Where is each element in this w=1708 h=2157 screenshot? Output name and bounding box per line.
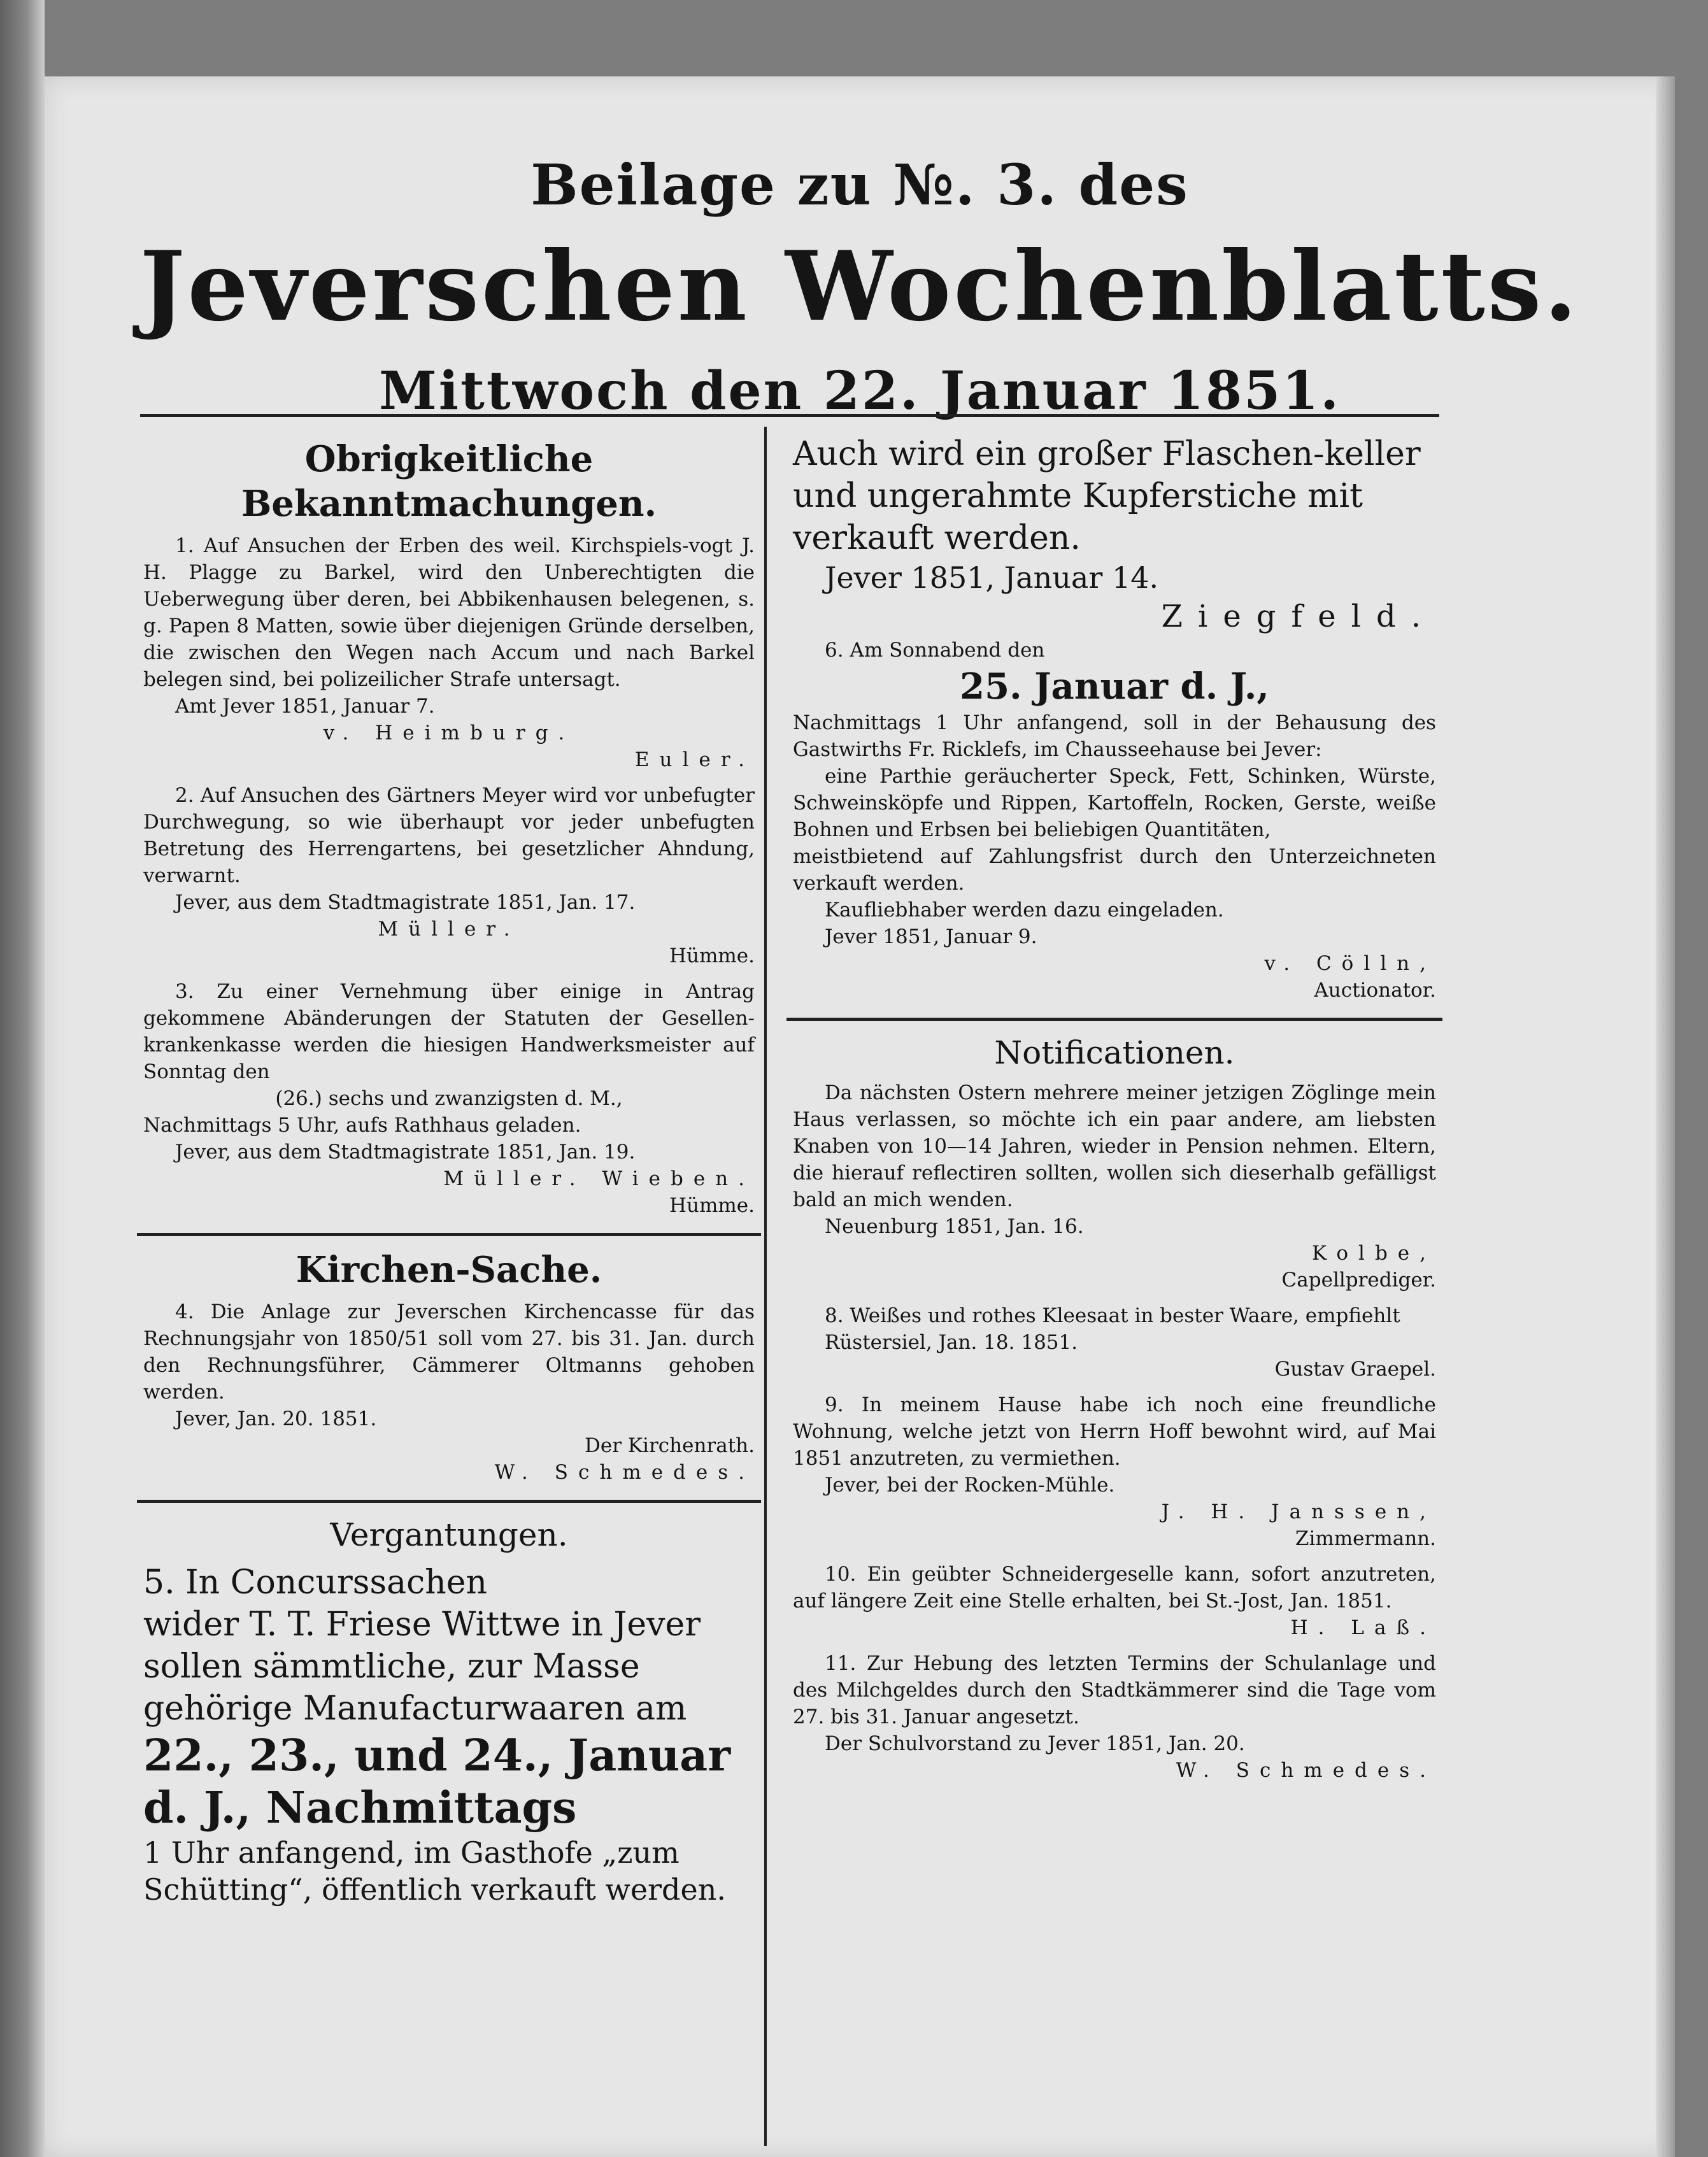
notice-3-signature-2: Hümme. <box>669 1194 755 1217</box>
notice-4-signature-2: W. Schmedes. <box>494 1461 755 1484</box>
notice-7-text: Da nächsten Ostern mehrere meiner jetzigen Zöglinge mein Haus verlassen, so möchte ich ein paar andere, am liebsten Knaben von 10—14 Jahren, wieder in Pension nehmen. Eltern, die hierauf reflectiren sollten, wollen sich dieserhalb gefälligst bald an mich wenden. <box>793 1081 1436 1211</box>
notice-5-dates-2: d. J., Nachmittags <box>143 1783 577 1833</box>
notice-6-text: Nachmittags 1 Uhr anfangend, soll in der Behausung des Gastwirths Fr. Ricklefs, im Chausseehause bei Jever: <box>793 711 1436 761</box>
notice-1-text: 1. Auf Ansuchen der Erben des weil. Kirchspiels-vogt J. H. Plagge zu Barkel, wird den Unberechtigten die Ueberwegung über deren, bei Abbikenhausen belegenen, s. g. Papen 8 Matten, sowie über diejenigen Gründe derselben, die zwischen den Wegen nach Accum und nach Barkel belegen sind, bei polizeilicher Strafe untersagt. <box>143 534 755 691</box>
right-column <box>793 433 1436 1784</box>
section-rule <box>137 1233 761 1236</box>
notice-3-place: Jever, aus dem Stadtmagistrate 1851, Jan. 19. <box>175 1141 636 1164</box>
continued-text: Auch wird ein großer Flaschen-keller und ungerahmte Kupferstiche mit verkauft werden. <box>793 435 1421 557</box>
notice-3-date: (26.) sechs und zwanzigsten d. M., <box>275 1087 623 1110</box>
notice-6-signature-2: Auctionator. <box>1314 979 1436 1002</box>
notice-4-signature: Der Kirchenrath. <box>585 1434 755 1457</box>
notice-4-text: 4. Die Anlage zur Jeverschen Kirchencasse für das Rechnungsjahr von 1850/51 soll vom 27. bis 31. Jan. durch den Rechnungsführer, Cämmerer Oltmanns gehoben werden. <box>143 1300 755 1404</box>
notice-3-signature: Müller. Wieben. <box>443 1167 755 1190</box>
notice-2-signature: Müller. <box>378 918 520 941</box>
continued-signature: Ziegfeld. <box>1161 599 1436 634</box>
section-title-notifications: Notificationen. <box>994 1034 1235 1071</box>
notice-6-intro: 6. Am Sonnabend den <box>825 639 1045 662</box>
notice-1-place: Amt Jever 1851, Januar 7. <box>175 695 435 718</box>
notice-6-date: 25. Januar d. J., <box>960 666 1269 708</box>
section-rule <box>137 1500 761 1503</box>
notice-7-place: Neuenburg 1851, Jan. 16. <box>825 1215 1084 1238</box>
notice-7-signature-2: Capellprediger. <box>1281 1269 1436 1292</box>
notice-2-place: Jever, aus dem Stadtmagistrate 1851, Jan. 17. <box>175 891 636 914</box>
notice-6-text-2: meistbietend auf Zahlungsfrist durch den Unterzeichneten verkauft werden. <box>793 845 1436 895</box>
notice-2-text: 2. Auf Ansuchen des Gärtners Meyer wird vor unbefugter Durchwegung, so wie überhaupt vor jeder unbefugten Betretung des Herrengartens, bei gesetzlicher Ahndung, verwarnt. <box>143 784 755 887</box>
section-title-official: Obrigkeitliche Bekanntmachungen. <box>241 438 657 525</box>
notice-11-signature: W. Schmedes. <box>1176 1759 1436 1782</box>
issue-date: Mittwoch den 22. Januar 1851. <box>379 360 1341 422</box>
notice-9-signature: J. H. Janssen, <box>1161 1500 1436 1523</box>
book-spine <box>0 0 45 2157</box>
notice-1-signature-2: Euler. <box>634 748 755 771</box>
continued-place: Jever 1851, Januar 14. <box>825 560 1159 595</box>
notice-9-signature-2: Zimmermann. <box>1295 1527 1436 1550</box>
notice-5-dates: 22., 23., und 24., Januar <box>143 1730 731 1781</box>
column-divider <box>764 427 767 2146</box>
notice-5-line-3: sollen sämmtliche, zur Masse gehörige Manufacturwaaren am <box>143 1648 687 1728</box>
notice-11-text: 11. Zur Hebung des letzten Termins der Schulanlage und des Milchgeldes durch den Stadtkämmerer sind die Tage vom 27. bis 31. Januar angesetzt. <box>793 1652 1436 1728</box>
notice-9-place: Jever, bei der Rocken-Mühle. <box>825 1474 1115 1497</box>
masthead-rule <box>140 414 1439 417</box>
notice-9-text: 9. In meinem Hause habe ich noch eine freundliche Wohnung, welche jetzt von Herrn Hoff bewohnt wird, auf Mai 1851 anzutreten, zu vermiethen. <box>793 1393 1436 1470</box>
notice-5-line-2: wider T. T. Friese Wittwe in Jever <box>143 1605 701 1644</box>
newspaper-page <box>45 76 1675 2157</box>
section-title-church: Kirchen-Sache. <box>295 1249 602 1291</box>
notice-6-invite: Kaufliebhaber werden dazu eingeladen. <box>825 899 1224 922</box>
masthead <box>45 146 1675 429</box>
supplement-line: Beilage zu №. 3. des <box>530 152 1189 218</box>
notice-3-time: Nachmittags 5 Uhr, aufs Rathhaus geladen. <box>143 1114 581 1137</box>
notice-3-text: 3. Zu einer Vernehmung über einige in Antrag gekommene Abänderungen der Statuten der Gesellen-krankenkasse werden die hiesigen Handwerksmeister auf Sonntag den <box>143 980 755 1083</box>
notice-8-place: Rüstersiel, Jan. 18. 1851. <box>825 1331 1078 1354</box>
notice-10-signature: H. Laß. <box>1290 1616 1436 1639</box>
notice-8-text: 8. Weißes und rothes Kleesaat in bester Waare, empfiehlt <box>825 1304 1400 1327</box>
notice-5-line-1: 5. In Concurssachen <box>143 1563 488 1602</box>
left-column <box>143 433 755 1908</box>
notice-7-signature: Kolbe, <box>1312 1242 1436 1265</box>
section-title-auctions: Vergantungen. <box>330 1516 568 1553</box>
newspaper-title: Jeverschen Wochenblatts. <box>139 231 1580 343</box>
notice-6-place: Jever 1851, Januar 9. <box>825 925 1037 948</box>
notice-6-signature: v. Cölln, <box>1264 952 1436 975</box>
notice-6-items: eine Parthie geräucherter Speck, Fett, Schinken, Würste, Schweinsköpfe und Rippen, Kartoffeln, Rocken, Gerste, weiße Bohnen und Erbsen bei beliebigen Quantitäten, <box>793 765 1436 841</box>
notice-1-signature: v. Heimburg. <box>323 722 575 744</box>
notice-2-signature-2: Hümme. <box>669 944 755 967</box>
notice-5-line-4: 1 Uhr anfangend, im Gasthofe „zum Schütting“, öffentlich verkauft werden. <box>143 1835 726 1907</box>
notice-8-signature: Gustav Graepel. <box>1274 1358 1436 1381</box>
section-rule <box>786 1018 1442 1021</box>
notice-4-place: Jever, Jan. 20. 1851. <box>175 1407 377 1430</box>
notice-11-place: Der Schulvorstand zu Jever 1851, Jan. 20. <box>825 1732 1245 1755</box>
notice-10-text: 10. Ein geübter Schneidergeselle kann, sofort anzutreten, auf längere Zeit eine Stelle erhalten, bei St.-Jost, Jan. 1851. <box>793 1563 1436 1612</box>
